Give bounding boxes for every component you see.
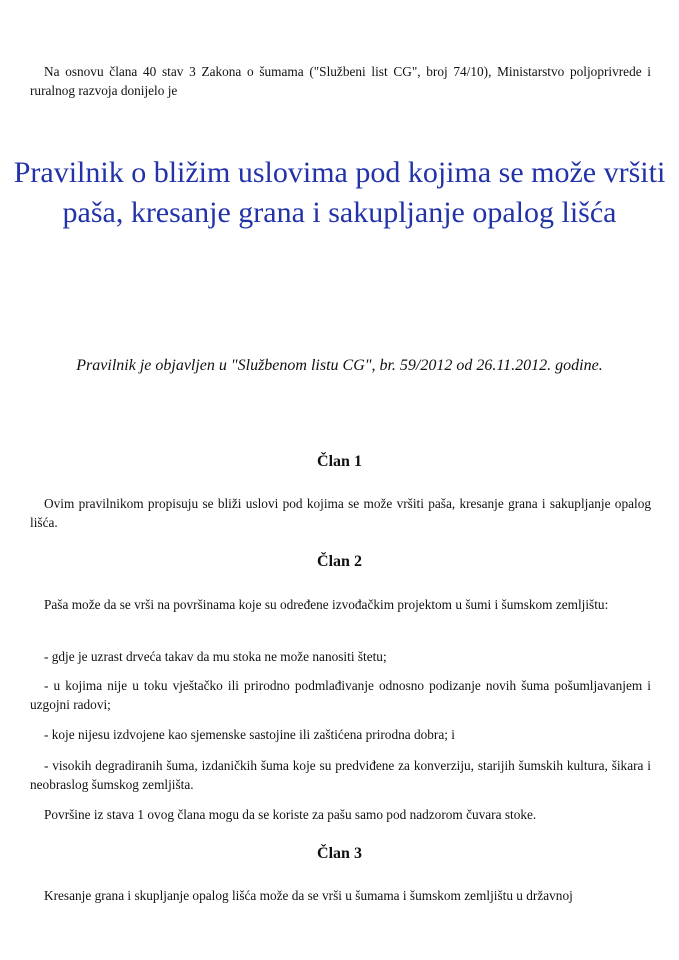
article-2-item: - u kojima nije u toku vještačko ili prirodno podmlađivanje odnosno podizanje novih šuma pošumljavanjem i uzgojni radovi;	[30, 678, 651, 712]
article-1-text: Ovim pravilnikom propisuju se bliži uslovi pod kojima se može vršiti paša, kresanje grana i sakupljanje opalog lišća.	[30, 496, 651, 530]
article-3-text: Kresanje grana i skupljanje opalog lišća može da se vrši u šumama i šumskom zemljištu u državnoj	[44, 888, 573, 903]
article-2-item: - koje nijesu izdvojene kao sjemenske sastojine ili zaštićena prirodna dobra; i	[44, 727, 455, 742]
publication-note: Pravilnik je objavljen u "Službenom listu CG", br. 59/2012 od 26.11.2012. godine.	[76, 357, 603, 374]
article-2-closing: Površine iz stava 1 ovog člana mogu da se koriste za pašu samo pod nadzorom čuvara stoke.	[44, 807, 537, 822]
article-3-heading: Član 3	[317, 845, 362, 862]
article-2-item: - visokih degradiranih šuma, izdaničkih šuma koje su predviđene za konverziju, starijih šumskih kultura, šikara i neobraslog šumskog zemljišta.	[30, 758, 651, 792]
article-1-heading: Član 1	[317, 453, 362, 470]
article-2-heading: Član 2	[317, 553, 362, 570]
article-2-intro: Paša može da se vrši na površinama koje su određene izvođačkim projektom u šumi i šumskom zemljištu:	[44, 597, 609, 612]
article-2-item: - gdje je uzrast drveća takav da mu stoka ne može nanositi štetu;	[44, 649, 387, 664]
document-title: Pravilnik o bližim uslovima pod kojima se može vršiti paša, kresanje grana i sakupljanje opalog lišća	[13, 156, 666, 229]
intro-paragraph: Na osnovu člana 40 stav 3 Zakona o šumama ("Službeni list CG", broj 74/10), Ministarstvo poljoprivrede i ruralnog razvoja donijelo je	[30, 64, 651, 98]
